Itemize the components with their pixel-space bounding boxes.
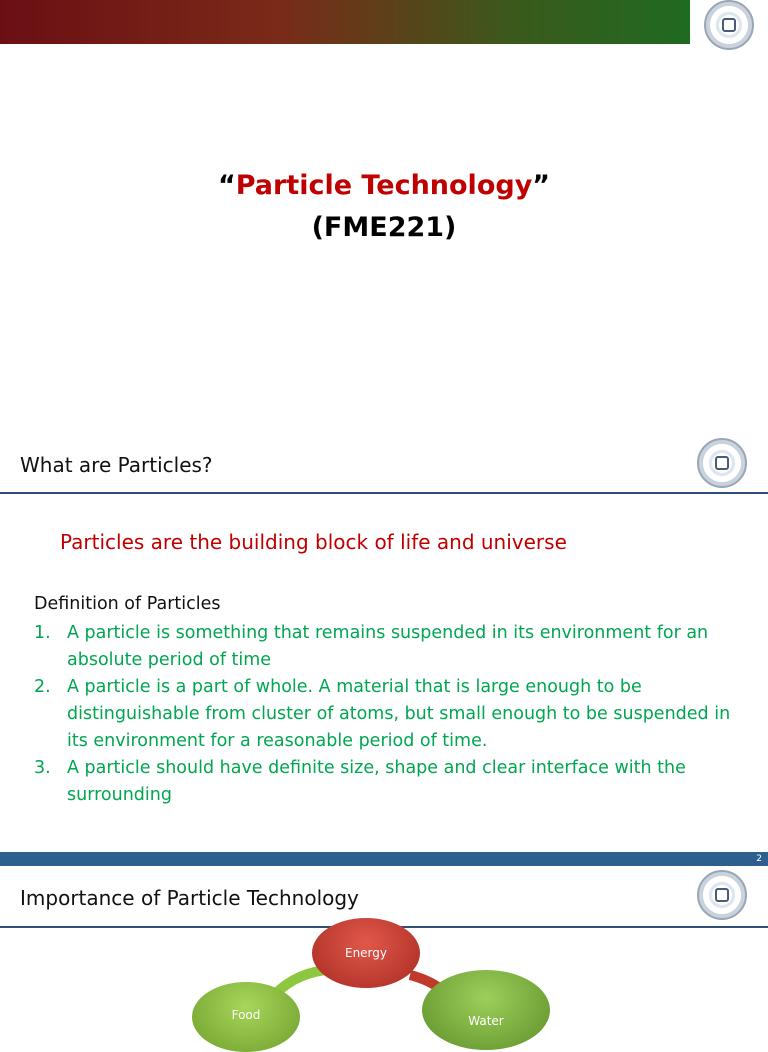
slide-title: [0, 170, 768, 201]
list-text: A particle is something that remains suspended in its environment for an absolute period of time: [67, 623, 709, 670]
slide-heading: What are Particles?: [20, 453, 213, 477]
list-text: A particle should have definite size, shape and clear interface with the surrounding: [67, 758, 686, 805]
list-number: 2.: [34, 677, 51, 697]
list-number: 3.: [34, 758, 51, 778]
list-item: [34, 620, 734, 674]
node-water: [422, 970, 550, 1050]
list-item: [34, 755, 734, 809]
course-title: Particle Technology: [235, 170, 533, 201]
list-item: [34, 674, 734, 755]
definition-list: [34, 620, 734, 809]
node-food: [192, 982, 300, 1052]
footer-bar: [0, 852, 768, 866]
list-number: 1.: [34, 623, 51, 643]
node-energy-label: Energy: [344, 946, 387, 960]
institute-seal-icon: [697, 870, 747, 920]
node-food-label: Food: [231, 1008, 261, 1022]
institute-seal-icon: [704, 0, 754, 50]
course-code: (FME221): [311, 212, 457, 243]
node-energy: [312, 918, 420, 988]
tagline: Particles are the building block of life and universe: [60, 530, 567, 554]
list-text: A particle is a part of whole. A material that is large enough to be distinguishable from cluster of atoms, but small enough to be suspended in its environment for a reasonable period of time.: [67, 677, 731, 751]
heading-divider: [0, 492, 768, 494]
page-number: 2: [756, 854, 762, 864]
institute-seal-icon: [697, 438, 747, 488]
header-gradient-band: [0, 0, 690, 44]
node-water-label: Water: [468, 1014, 504, 1028]
open-quote: “: [217, 170, 236, 201]
slide-heading: Importance of Particle Technology: [20, 886, 359, 910]
definition-heading: Definition of Particles: [34, 594, 221, 614]
close-quote: ”: [532, 170, 551, 201]
